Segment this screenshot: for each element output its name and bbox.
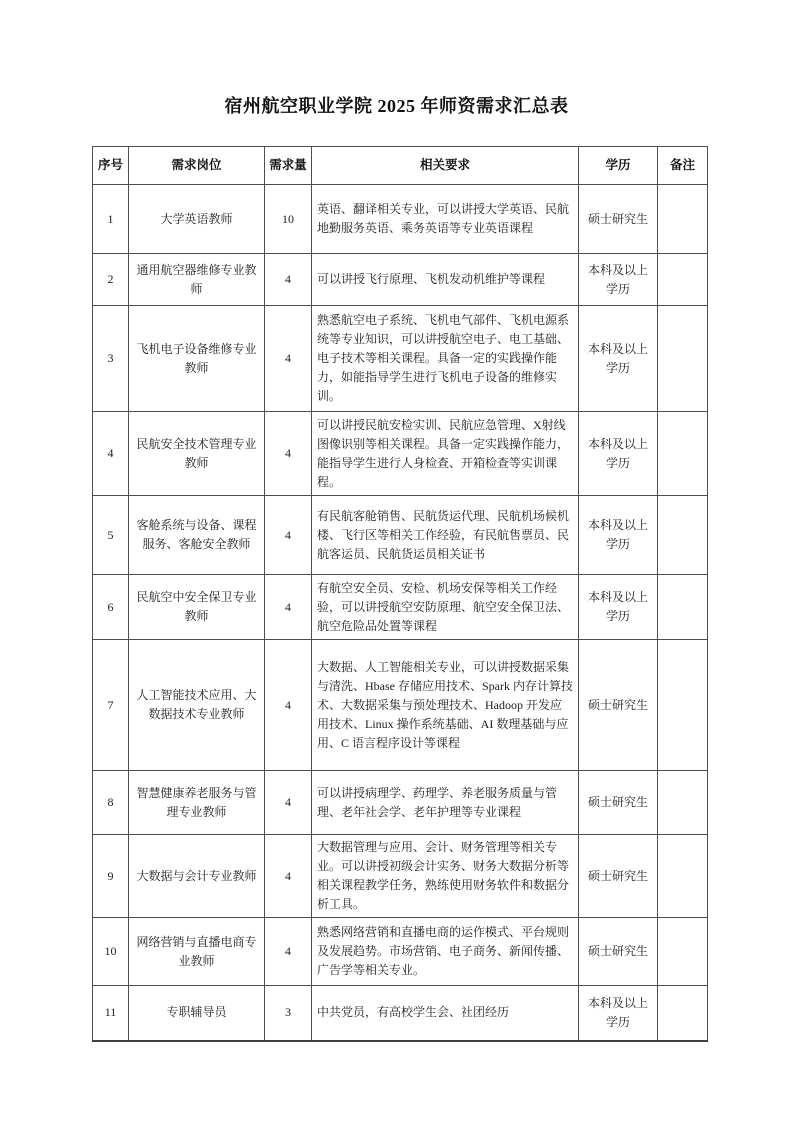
cell-quantity: 4: [265, 254, 312, 306]
teacher-demand-table: [92, 146, 708, 1042]
cell-education: 本科及以上学历: [579, 254, 658, 306]
cell-remark: [658, 986, 708, 1041]
cell-education: 本科及以上学历: [579, 412, 658, 496]
cell-position: 专职辅导员: [129, 986, 265, 1041]
cell-remark: [658, 496, 708, 575]
cell-quantity: 4: [265, 496, 312, 575]
cell-no: 6: [93, 575, 129, 640]
cell-no: 5: [93, 496, 129, 575]
cell-position: 民航安全技术管理专业教师: [129, 412, 265, 496]
cell-remark: [658, 185, 708, 254]
cell-education: 硕士研究生: [579, 640, 658, 771]
cell-requirements: 可以讲授民航安检实训、民航应急管理、X射线图像识别等相关课程。具备一定实践操作能力，能指导学生进行人身检查、开箱检查等实训课程。: [312, 412, 579, 496]
header-education: 学历: [579, 147, 658, 185]
header-quantity: 需求量: [265, 147, 312, 185]
cell-requirements: 有民航客舱销售、民航货运代理、民航机场候机楼、飞行区等相关工作经验，有民航售票员、民航客运员、民航货运员相关证书: [312, 496, 579, 575]
cell-education: 硕士研究生: [579, 771, 658, 835]
cell-position: 民航空中安全保卫专业教师: [129, 575, 265, 640]
cell-position: 客舱系统与设备、课程服务、客舱安全教师: [129, 496, 265, 575]
table-row: [93, 306, 708, 412]
cell-no: 9: [93, 835, 129, 918]
cell-quantity: 4: [265, 306, 312, 412]
cell-education: 硕士研究生: [579, 835, 658, 918]
cell-position: 人工智能技术应用、大数据技术专业教师: [129, 640, 265, 771]
page-title: 宿州航空职业学院 2025 年师资需求汇总表: [224, 96, 569, 116]
cell-requirements: 可以讲授飞行原理、飞机发动机维护等课程: [312, 254, 579, 306]
cell-requirements: 中共党员，有高校学生会、社团经历: [312, 986, 579, 1041]
header-requirements: 相关要求: [312, 147, 579, 185]
cell-position: 网络营销与直播电商专业教师: [129, 918, 265, 986]
cell-quantity: 4: [265, 771, 312, 835]
table-row: [93, 496, 708, 575]
cell-requirements: 可以讲授病理学、药理学、养老服务质量与管理、老年社会学、老年护理等专业课程: [312, 771, 579, 835]
table-body: [93, 185, 708, 1041]
cell-requirements: 熟悉航空电子系统、飞机电气部件、飞机电源系统等专业知识，可以讲授航空电子、电工基础、电子技术等相关课程。具备一定的实践操作能力，如能指导学生进行飞机电子设备的维修实训。: [312, 306, 579, 412]
cell-remark: [658, 771, 708, 835]
cell-no: 7: [93, 640, 129, 771]
table-row: [93, 640, 708, 771]
cell-remark: [658, 412, 708, 496]
table-header: [93, 147, 708, 185]
cell-quantity: 4: [265, 575, 312, 640]
table-row: [93, 986, 708, 1041]
cell-quantity: 4: [265, 835, 312, 918]
cell-quantity: 10: [265, 185, 312, 254]
cell-education: 硕士研究生: [579, 918, 658, 986]
cell-requirements: 熟悉网络营销和直播电商的运作模式、平台规则及发展趋势。市场营销、电子商务、新闻传播、广告学等相关专业。: [312, 918, 579, 986]
cell-requirements: 大数据管理与应用、会计、财务管理等相关专业。可以讲授初级会计实务、财务大数据分析等相关课程教学任务，熟练使用财务软件和数据分析工具。: [312, 835, 579, 918]
cell-no: 10: [93, 918, 129, 986]
cell-no: 4: [93, 412, 129, 496]
header-position: 需求岗位: [129, 147, 265, 185]
cell-position: 飞机电子设备维修专业教师: [129, 306, 265, 412]
cell-remark: [658, 640, 708, 771]
header-remark: 备注: [658, 147, 708, 185]
cell-position: 通用航空器维修专业教师: [129, 254, 265, 306]
cell-quantity: 4: [265, 412, 312, 496]
cell-quantity: 4: [265, 640, 312, 771]
table-row: [93, 918, 708, 986]
cell-remark: [658, 918, 708, 986]
cell-no: 8: [93, 771, 129, 835]
table-row: [93, 185, 708, 254]
table-row: [93, 412, 708, 496]
cell-remark: [658, 306, 708, 412]
cell-position: 智慧健康养老服务与管理专业教师: [129, 771, 265, 835]
cell-requirements: 英语、翻译相关专业，可以讲授大学英语、民航地勤服务英语、乘务英语等专业英语课程: [312, 185, 579, 254]
cell-position: 大数据与会计专业教师: [129, 835, 265, 918]
table-row: [93, 835, 708, 918]
cell-no: 3: [93, 306, 129, 412]
table-row: [93, 771, 708, 835]
table-row: [93, 575, 708, 640]
cell-requirements: 大数据、人工智能相关专业，可以讲授数据采集与清洗、Hbase 存储应用技术、Spark 内存计算技术、大数据采集与预处理技术、Hadoop 开发应用技术、Linux 操作系统基础、AI 数理基础与应用、C 语言程序设计等课程: [312, 640, 579, 771]
cell-quantity: 4: [265, 918, 312, 986]
cell-remark: [658, 254, 708, 306]
cell-education: 本科及以上学历: [579, 496, 658, 575]
cell-education: 本科及以上学历: [579, 575, 658, 640]
header-row: [93, 147, 708, 185]
cell-education: 本科及以上学历: [579, 306, 658, 412]
table-row: [93, 254, 708, 306]
cell-no: 2: [93, 254, 129, 306]
cell-quantity: 3: [265, 986, 312, 1041]
cell-education: 硕士研究生: [579, 185, 658, 254]
cell-no: 11: [93, 986, 129, 1041]
header-no: 序号: [93, 147, 129, 185]
cell-remark: [658, 575, 708, 640]
cell-remark: [658, 835, 708, 918]
cell-requirements: 有航空安全员、安检、机场安保等相关工作经验，可以讲授航空安防原理、航空安全保卫法、航空危险品处置等课程: [312, 575, 579, 640]
cell-education: 本科及以上学历: [579, 986, 658, 1041]
cell-position: 大学英语教师: [129, 185, 265, 254]
cell-no: 1: [93, 185, 129, 254]
